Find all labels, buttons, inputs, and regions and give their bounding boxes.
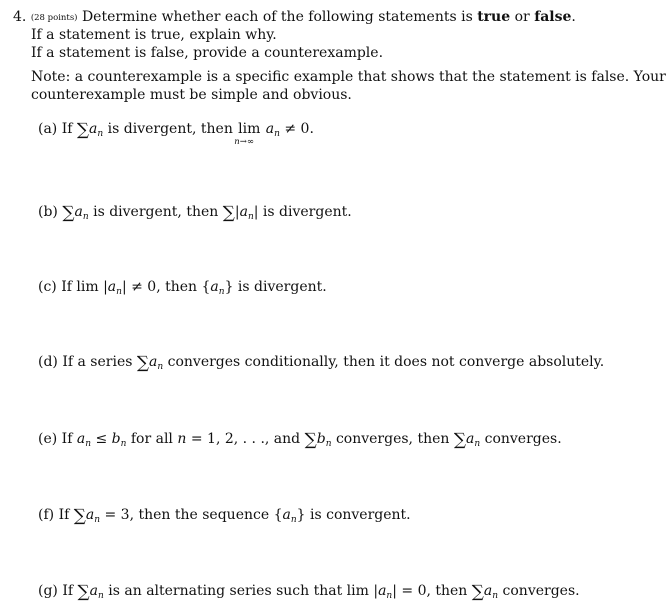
part-d-label: (d) [38, 354, 58, 370]
part-e-label: (e) [38, 431, 58, 447]
part-c: (c) If $\lim |a_n| \ne 0$, then $\{a_n\}$ is divergent. [38, 279, 327, 297]
question-points: (28 points) [30, 13, 78, 23]
part-a: (a) If $\sum a_n$ is divergent, then lim n→∞ $a_n \ne 0$. [38, 120, 314, 147]
part-d: (d) If a series $\sum a_n$ converges conditionally, then it does not converge absolutely. [38, 353, 605, 373]
sigma-symbol: ∑ [76, 120, 90, 140]
part-f-label: (f) [38, 507, 55, 523]
note-line-1: Note: a counterexample is a specific example that shows that the statement is false. Your [31, 69, 666, 85]
part-c-label: (c) [38, 279, 57, 295]
instruction-true: If a statement is true, explain why. [31, 27, 277, 43]
question-number: 4. [13, 9, 27, 25]
question-header: 4. (28 points) Determine whether each of the following statements is true or false. [13, 9, 576, 25]
part-b-label: (b) [38, 204, 58, 220]
word-or: or [514, 9, 530, 25]
sigma-symbol: ∑ [77, 582, 90, 602]
limit-expression: lim n→∞ [234, 121, 261, 147]
part-a-label: (a) [38, 121, 58, 137]
word-true: true [477, 9, 511, 25]
sigma-symbol: ∑ [73, 506, 86, 526]
instruction-false: If a statement is false, provide a counterexample. [31, 45, 384, 61]
sigma-symbol: ∑ [471, 582, 484, 602]
part-g-label: (g) [38, 583, 58, 599]
part-e: (e) If $a_n \le b_n$ for all n = 1, 2, . . ., and $\sum b_n$ converges, then $\sum a_n$ converges. [38, 430, 562, 450]
sigma-symbol: ∑ [304, 430, 317, 450]
part-b: (b) $\sum a_n$ is divergent, then $\sum|a_n|$ is divergent. [38, 203, 352, 223]
word-false: false [534, 9, 572, 25]
note-line-2: counterexample must be simple and obvious. [31, 87, 352, 103]
part-g: (g) If $\sum a_n$ is an alternating series such that $\lim |a_n| = 0$, then $\sum a_n$ converges. [38, 582, 580, 602]
question-intro: Determine whether each of the following statements is [81, 9, 473, 25]
sigma-symbol: ∑ [222, 203, 235, 223]
sigma-symbol: ∑ [62, 203, 75, 223]
part-f: (f) If $\sum a_n = 3$, then the sequence $\{a_n\}$ is convergent. [38, 506, 411, 526]
sigma-symbol: ∑ [136, 353, 150, 373]
sigma-symbol: ∑ [453, 430, 466, 450]
